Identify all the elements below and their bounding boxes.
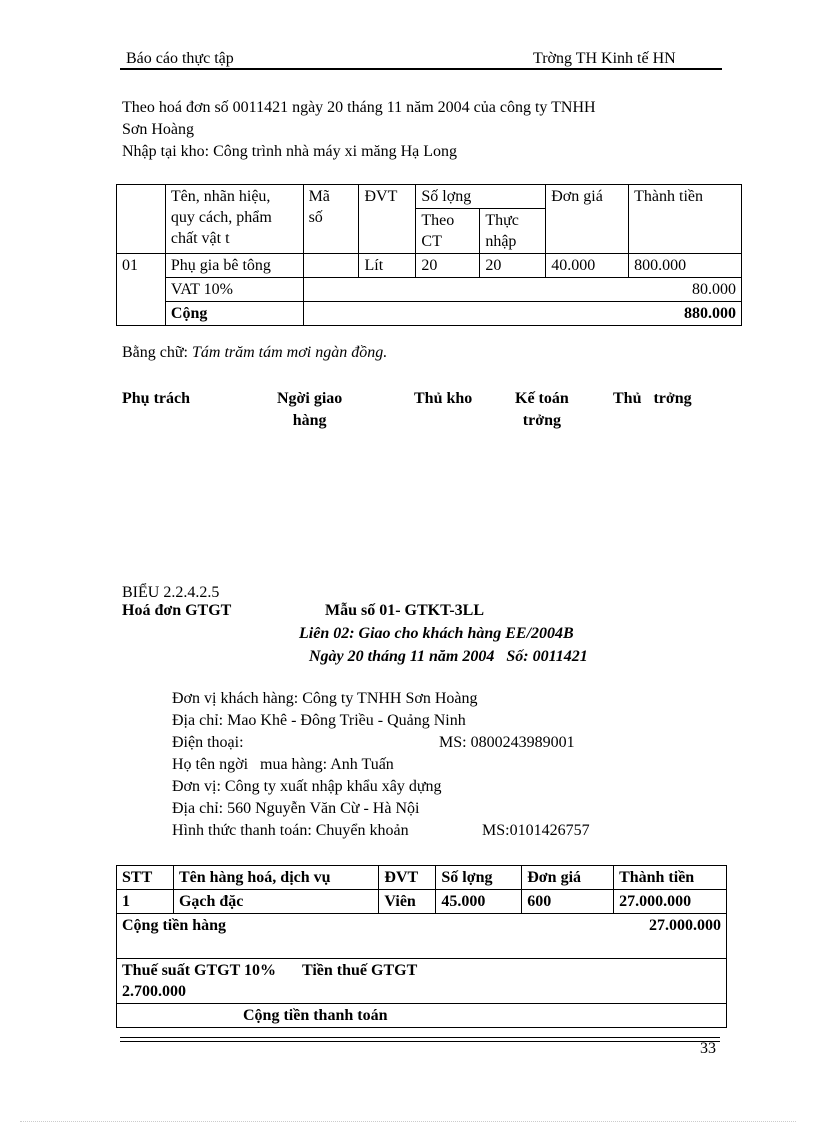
- cell-stt: 1: [117, 890, 174, 914]
- cell-thuc-nhap: 20: [480, 254, 546, 278]
- footer-rule: [120, 1037, 720, 1038]
- cell-theo-ct: 20: [416, 254, 480, 278]
- customer-unit: Đơn vị khách hàng: Công ty TNHH Sơn Hoàng: [172, 690, 478, 707]
- header-don-gia: Đơn giá: [546, 185, 629, 254]
- header-name-line: quy cách, phẩm: [170, 209, 272, 226]
- header-name-line: chất vật t: [170, 230, 230, 247]
- buyer-tax-code: MS:0101426757: [482, 822, 590, 839]
- table-header-row: [117, 866, 727, 890]
- header-thanh-tien: Thành tiền: [629, 185, 742, 254]
- total-row: [117, 302, 742, 326]
- tax-row: [117, 959, 727, 1004]
- header-name-line: Tên, nhãn hiệu,: [170, 188, 271, 205]
- header-name: [165, 185, 303, 254]
- cell-stt: 01: [117, 254, 166, 326]
- intro-line-1: Theo hoá đơn số 0011421 ngày 20 tháng 11 năm 2004 của công ty TNHH: [122, 99, 596, 116]
- header-dvt: ĐVT: [379, 866, 436, 890]
- cell-don-gia: 40.000: [546, 254, 629, 278]
- cell-so-luong: 45.000: [436, 890, 522, 914]
- form-date-number: Ngày 20 tháng 11 năm 2004 Số: 0011421: [309, 648, 588, 665]
- form-template-number: Mẫu số 01- GTKT-3LL: [325, 602, 484, 619]
- signature-nguoi-giao-line: Ngời giao: [277, 390, 343, 407]
- tax-amount-label: Tiền thuế GTGT: [301, 962, 418, 979]
- header-thuc-nhap-line: nhập: [485, 233, 517, 250]
- cell-thanh-tien: 800.000: [629, 254, 742, 278]
- subtotal-row: [117, 914, 727, 959]
- page-number: 33: [700, 1040, 716, 1057]
- subtotal-value: 27.000.000: [649, 917, 721, 934]
- signature-phu-trach: Phụ trách: [122, 390, 190, 407]
- cell-dvt: Lít: [359, 254, 416, 278]
- footer-rule: [120, 1041, 720, 1042]
- total-value: 880.000: [303, 302, 741, 326]
- header-ma: [303, 185, 359, 254]
- header-theo-ct-line: CT: [421, 233, 442, 250]
- vat-value: 80.000: [303, 278, 741, 302]
- customer-address: Địa chỉ: Mao Khê - Đông Triều - Quảng Ninh: [172, 712, 466, 729]
- signature-thu-truong: Thủ trởng: [613, 390, 692, 407]
- tax-cell: [117, 959, 727, 1004]
- customer-phone-label: Điện thoại:: [172, 734, 244, 751]
- invoice-table: [116, 865, 727, 1028]
- intro-paragraph: [122, 97, 596, 163]
- header-theo-ct: [416, 209, 480, 254]
- tax-amount-value: 2.700.000: [122, 983, 186, 1000]
- header-so-luong: Số lợng: [416, 185, 546, 209]
- cell-name: Phụ gia bê tông: [165, 254, 303, 278]
- header-stt: [117, 185, 166, 254]
- grand-total-label: Cộng tiền thanh toán: [117, 1004, 727, 1028]
- tax-rate-label: Thuế suất GTGT 10%: [122, 962, 276, 979]
- buyer-name: Họ tên ngời mua hàng: Anh Tuấn: [172, 756, 394, 773]
- amount-in-words-value: Tám trăm tám mơi ngàn đồng.: [192, 344, 388, 361]
- page-edge-divider: [20, 1121, 796, 1122]
- receipt-table: [116, 184, 742, 326]
- header-thuc-nhap: [480, 209, 546, 254]
- buyer-unit: Đơn vị: Công ty xuất nhập khẩu xây dựng: [172, 778, 442, 795]
- table-row: [117, 890, 727, 914]
- intro-line-2: Sơn Hoàng: [122, 121, 195, 138]
- header-don-gia: Đơn giá: [522, 866, 614, 890]
- form-code: BIỂU 2.2.4.2.5: [122, 584, 220, 601]
- table-row: [117, 254, 742, 278]
- header-theo-ct-line: Theo: [421, 212, 455, 229]
- header-ma-line: Mã: [308, 188, 330, 205]
- cell-ten: Gạch đặc: [173, 890, 378, 914]
- subtotal-cell: [117, 914, 727, 959]
- table-header-row: [117, 185, 742, 209]
- cell-thanh-tien: 27.000.000: [614, 890, 727, 914]
- form-copy-note: Liên 02: Giao cho khách hàng EE/2004B: [299, 625, 574, 642]
- signature-thu-kho: Thủ kho: [414, 390, 473, 407]
- vat-label: VAT 10%: [165, 278, 303, 302]
- cell-don-gia: 600: [522, 890, 614, 914]
- header-school-name: Trờng TH Kinh tế HN: [533, 50, 676, 67]
- intro-line-3: Nhập tại kho: Công trình nhà máy xi măng Hạ Long: [122, 143, 458, 160]
- signature-ke-toan-line: Kế toán: [515, 390, 569, 407]
- cell-ma: [303, 254, 359, 278]
- header-ma-line: số: [308, 209, 323, 226]
- grand-total-row: [117, 1004, 727, 1028]
- header-rule: [120, 68, 722, 70]
- buyer-address: Địa chỉ: 560 Nguyễn Văn Cừ - Hà Nội: [172, 800, 420, 817]
- payment-method: Hình thức thanh toán: Chuyển khoản: [172, 822, 409, 839]
- header-ten: Tên hàng hoá, dịch vụ: [173, 866, 378, 890]
- amount-in-words-label: Bằng chữ:: [122, 344, 188, 361]
- header-so-luong: Số lợng: [436, 866, 522, 890]
- signature-nguoi-giao-line: hàng: [292, 412, 327, 429]
- cell-dvt: Viên: [379, 890, 436, 914]
- header-report-title: Báo cáo thực tập: [126, 50, 234, 67]
- vat-row: [117, 278, 742, 302]
- subtotal-label: Cộng tiền hàng: [122, 917, 227, 934]
- header-thuc-nhap-line: Thực: [485, 212, 519, 229]
- total-label: Cộng: [165, 302, 303, 326]
- header-dvt: ĐVT: [359, 185, 416, 254]
- signature-ke-toan: [515, 388, 569, 432]
- customer-tax-code: MS: 0800243989001: [439, 734, 575, 751]
- amount-in-words: [122, 344, 387, 362]
- form-title: Hoá đơn GTGT: [122, 602, 232, 619]
- header-thanh-tien: Thành tiền: [614, 866, 727, 890]
- header-stt: STT: [117, 866, 174, 890]
- signature-ke-toan-line: trởng: [522, 412, 561, 429]
- signature-nguoi-giao: [277, 388, 342, 432]
